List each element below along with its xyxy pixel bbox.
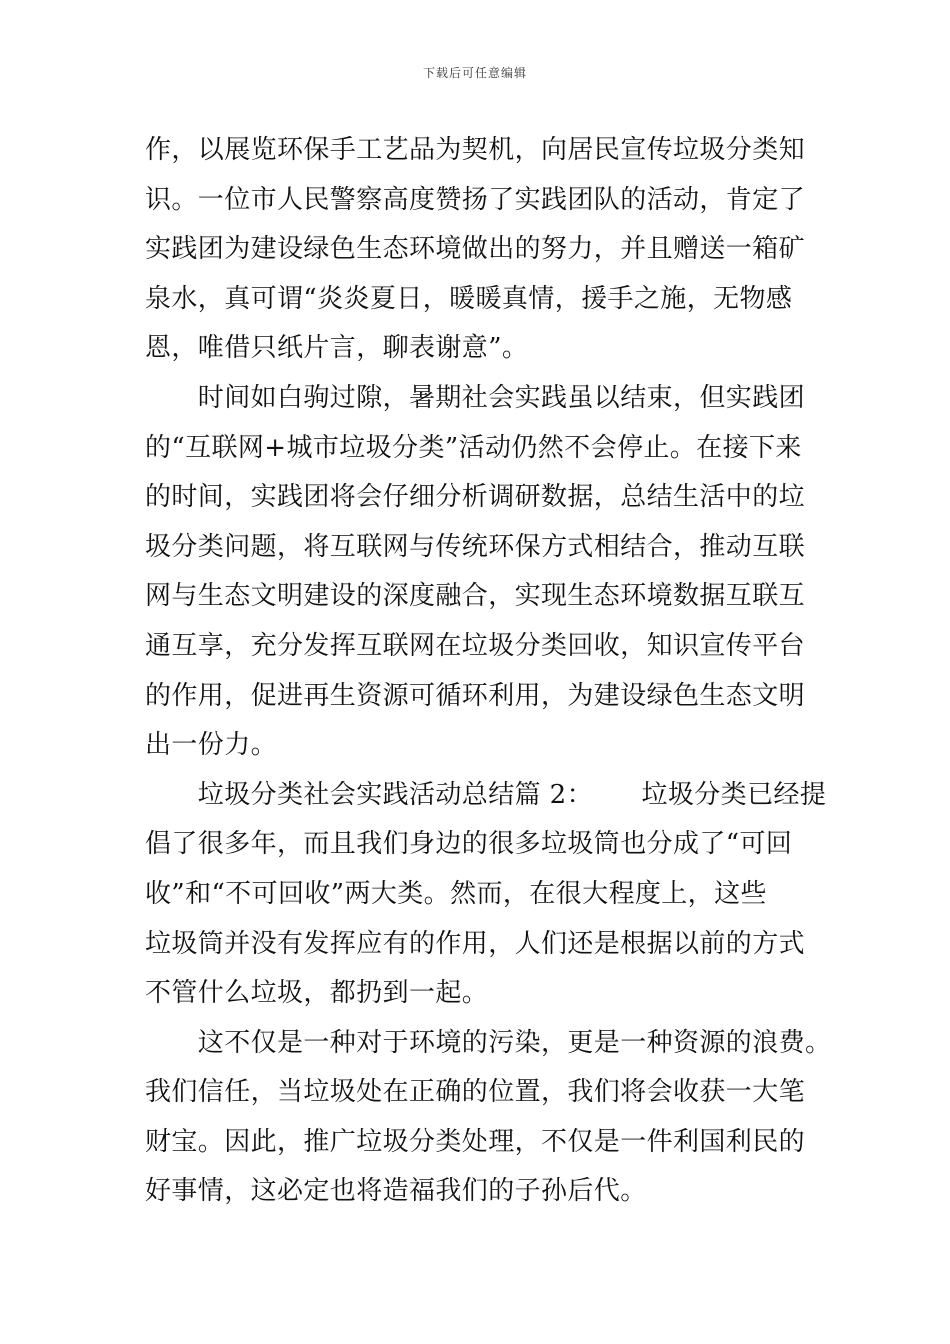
text-line: 我们信任，当垃圾处在正确的位置，我们将会收获一大笔 bbox=[145, 1077, 806, 1108]
text-line: 的作用，促进再生资源可循环利用，为建设绿色生态文明 bbox=[145, 680, 806, 711]
body-text bbox=[145, 126, 832, 1217]
text-line: 倡了很多年，而且我们身边的很多垃圾筒也分成了“可回 bbox=[145, 829, 793, 860]
text-line: 实践团为建设绿色生态环境做出的努力，并且赠送一箱矿 bbox=[145, 234, 806, 265]
text-line: 网与生态文明建设的深度融合，实现生态环境数据互联互 bbox=[145, 581, 806, 612]
text-line: 的时间，实践团将会仔细分析调研数据，总结生活中的垃 bbox=[145, 482, 806, 513]
text-line: 出一份力。 bbox=[145, 730, 278, 761]
text-line: 作，以展览环保手工艺品为契机，向居民宣传垃圾分类知 bbox=[145, 135, 806, 165]
header-note: 下载后可任意编辑 bbox=[422, 66, 527, 80]
text-line: 圾分类问题，将互联网与传统环保方式相结合，推动互联 bbox=[145, 531, 806, 562]
text-line: 垃圾筒并没有发挥应有的作用，人们还是根据以前的方式 bbox=[145, 928, 806, 959]
text-line: 财宝。因此，推广垃圾分类处理，不仅是一件利国利民的 bbox=[145, 1126, 806, 1157]
text-line: 恩，唯借只纸片言，聊表谢意”。 bbox=[145, 333, 529, 364]
text-line: 的“互联网+城市垃圾分类”活动仍然不会停止。在接下来 bbox=[145, 432, 802, 463]
text-line: 识。一位市人民警察高度赞扬了实践团队的活动，肯定了 bbox=[145, 184, 806, 215]
text-line: 时间如白驹过隙，暑期社会实践虽以结束，但实践团 bbox=[145, 382, 806, 413]
text-line: 这不仅是一种对于环境的污染，更是一种资源的浪费。 bbox=[145, 1027, 832, 1058]
text-line: 通互享，充分发挥互联网在垃圾分类回收，知识宣传平台 bbox=[145, 630, 806, 661]
text-line: 收”和“不可回收”两大类。然而，在很大程度上，这些 bbox=[145, 878, 767, 909]
text-line: 垃圾分类社会实践活动总结篇 2： 垃圾分类已经提 bbox=[145, 779, 827, 810]
text-line: 好事情，这必定也将造福我们的子孙后代。 bbox=[145, 1176, 647, 1207]
text-line: 泉水，真可谓“炎炎夏日，暖暖真情，援手之施，无物感 bbox=[145, 283, 793, 314]
text-line: 不管什么垃圾，都扔到一起。 bbox=[145, 978, 489, 1009]
